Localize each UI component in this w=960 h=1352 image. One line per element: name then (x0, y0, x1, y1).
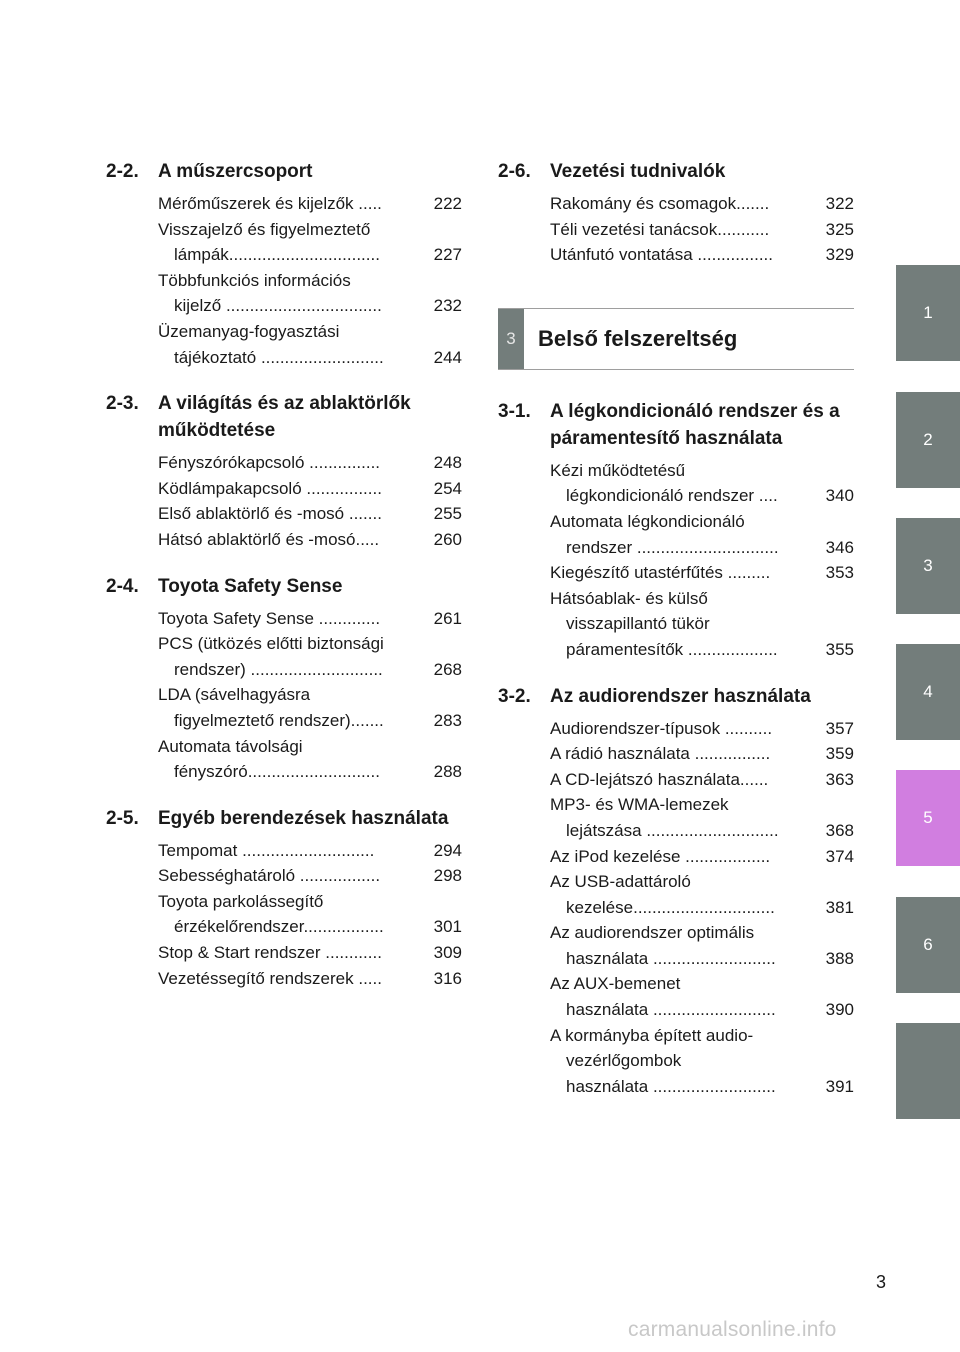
entry-label: Ködlámpakapcsoló ................ (158, 478, 382, 498)
toc-entry[interactable] (550, 767, 854, 793)
section-entries (550, 458, 854, 663)
entry-page-number: 363 (825, 769, 854, 789)
toc-entry[interactable] (158, 914, 462, 940)
section-number: 2-4. (106, 575, 139, 597)
section-entries (550, 191, 854, 268)
entry-page-number: 355 (825, 639, 854, 659)
entry-page-number: 381 (825, 897, 854, 917)
entry-label: Az audiorendszer optimális (550, 923, 755, 943)
section-spacer (498, 663, 854, 683)
toc-entry[interactable] (158, 682, 462, 708)
entry-label: páramentesítők ................... (566, 639, 778, 659)
section-title: Toyota Safety Sense (158, 575, 343, 597)
entry-page-number: 254 (433, 478, 462, 498)
section-heading (106, 805, 462, 832)
section-heading (498, 158, 854, 185)
entry-label: Audiorendszer-típusok .......... (550, 718, 773, 738)
entry-label: Az USB-adattároló (550, 872, 691, 892)
toc-entry[interactable] (550, 242, 854, 268)
toc-entry[interactable] (158, 606, 462, 632)
toc-entry[interactable] (550, 741, 854, 767)
section-heading (106, 573, 462, 600)
entry-label: A kormányba épített audio- (550, 1025, 754, 1045)
toc-entry[interactable] (158, 708, 462, 734)
entry-page-number: 301 (433, 917, 462, 937)
section-number: 2-3. (106, 393, 139, 415)
section-heading (106, 390, 462, 444)
entry-label: Rakomány és csomagok....... (550, 194, 770, 213)
entry-page-number: 227 (433, 245, 462, 265)
toc-entry[interactable] (550, 869, 854, 895)
toc-entry[interactable] (158, 527, 462, 553)
entry-page-number: 248 (433, 453, 462, 473)
entry-label: Kiegészítő utastérfűtés ......... (550, 563, 771, 583)
page-number: 3 (875, 1272, 886, 1292)
section-title: A műszercsoport (158, 161, 313, 182)
entry-label: Mérőműszerek és kijelzők ..... (158, 194, 382, 213)
entry-page-number: 260 (433, 529, 462, 549)
section-title: Egyéb berendezések használata (158, 807, 449, 829)
entry-label: Hátsó ablaktörlő és -mosó..... (158, 529, 380, 549)
toc-entry[interactable] (158, 345, 462, 371)
entry-label: A rádió használata ................ (550, 744, 771, 764)
entry-page-number: 268 (433, 659, 462, 679)
watermark: carmanualsonline.info (628, 1318, 837, 1341)
entry-page-number: 388 (825, 948, 854, 968)
entry-label: kezelése.............................. (566, 897, 775, 917)
entry-page-number: 244 (433, 347, 462, 367)
entry-label: Vezetéssegítő rendszerek ..... (158, 968, 382, 988)
toc-entry[interactable] (550, 509, 854, 535)
toc-entry[interactable] (550, 611, 854, 637)
entry-label: Toyota parkolássegítő (158, 891, 324, 911)
entry-page-number: 309 (433, 943, 462, 963)
toc-entry[interactable] (550, 191, 854, 217)
section-spacer (106, 370, 462, 390)
entry-page-number: 255 (433, 504, 462, 524)
toc-entry[interactable] (550, 483, 854, 509)
entry-label: LDA (sávelhagyásra (158, 685, 311, 705)
toc-entry[interactable] (158, 319, 462, 345)
section-number: 3-2. (498, 685, 531, 707)
toc-entry[interactable] (158, 940, 462, 966)
section-entries (158, 450, 462, 552)
entry-page-number: 357 (825, 718, 854, 738)
entry-page-number: 391 (825, 1076, 854, 1096)
toc-entry[interactable] (550, 716, 854, 742)
toc-entry[interactable] (550, 458, 854, 484)
entry-label: Többfunkciós információs (158, 270, 351, 290)
toc-entry[interactable] (550, 535, 854, 561)
entry-label: légkondicionáló rendszer .... (566, 486, 778, 506)
chapter-tab-4[interactable]: 4 (896, 644, 960, 740)
entry-label: Az AUX-bemenet (550, 974, 681, 994)
entry-label: Automata légkondicionáló (550, 511, 745, 531)
entry-label: rendszer) ............................ (174, 659, 383, 679)
section-entries (550, 716, 854, 1100)
entry-label: használata .......................... (566, 948, 776, 968)
entry-label: A CD-lejátszó használata...... (550, 769, 769, 789)
section-entries (158, 606, 462, 785)
toc-entry[interactable] (550, 895, 854, 921)
entry-label: vezérlőgombok (566, 1051, 682, 1071)
section-heading (498, 683, 854, 710)
section-spacer (106, 785, 462, 805)
chapter-tab-2[interactable]: 2 (896, 392, 960, 488)
entry-label: Üzemanyag-fogyasztási (158, 321, 340, 341)
toc-entry[interactable] (158, 838, 462, 864)
toc-entry[interactable] (550, 997, 854, 1023)
entry-page-number: 222 (433, 194, 462, 213)
toc-entry[interactable] (158, 966, 462, 992)
entry-page-number: 261 (433, 608, 462, 628)
entry-label: visszapillantó tükör (566, 614, 710, 634)
section-title: Az audiorendszer használata (550, 685, 811, 707)
chapter-number: 3 (498, 309, 524, 369)
entry-label: lámpák................................ (174, 245, 380, 265)
entry-page-number: 368 (825, 820, 854, 840)
toc-right-column (498, 158, 854, 1099)
entry-page-number: 353 (825, 563, 854, 583)
entry-label: kijelző ................................. (174, 296, 382, 316)
toc-entry[interactable] (550, 637, 854, 663)
section-entries (158, 191, 462, 370)
entry-label: Utánfutó vontatása ................ (550, 245, 774, 265)
entry-page-number: 359 (825, 744, 854, 764)
toc-entry[interactable] (550, 971, 854, 997)
entry-label: PCS (ütközés előtti biztonsági (158, 634, 384, 654)
entry-page-number: 374 (825, 846, 854, 866)
chapter-tab-5[interactable]: 5 (896, 770, 960, 866)
entry-label: Az iPod kezelése .................. (550, 846, 771, 866)
toc-entry[interactable] (158, 191, 462, 217)
chapter-tab-blank[interactable] (896, 1023, 960, 1119)
toc-entry[interactable] (550, 920, 854, 946)
chapter-tab-6[interactable]: 6 (896, 897, 960, 993)
toc-entry[interactable] (158, 759, 462, 785)
entry-label: használata .......................... (566, 1000, 776, 1020)
section-number: 2-6. (498, 161, 531, 182)
toc-entry[interactable] (158, 293, 462, 319)
section-title: A légkondicionáló rendszer és a páramentesítő használata (550, 400, 840, 449)
entry-page-number: 322 (825, 194, 854, 213)
entry-label: MP3- és WMA-lemezek (550, 795, 729, 815)
entry-page-number: 316 (433, 968, 462, 988)
entry-label: fényszóró............................ (174, 762, 380, 782)
section-number: 3-1. (498, 400, 531, 422)
entry-page-number: 283 (433, 710, 462, 730)
toc-entry[interactable] (158, 863, 462, 889)
toc-entry[interactable] (550, 946, 854, 972)
entry-label: lejátszása ............................ (566, 820, 779, 840)
entry-label: Kézi működtetésű (550, 460, 686, 480)
entry-page-number: 325 (825, 219, 854, 239)
entry-page-number: 390 (825, 1000, 854, 1020)
toc-entry[interactable] (158, 657, 462, 683)
toc-entry[interactable] (158, 631, 462, 657)
entry-label: Automata távolsági (158, 736, 303, 756)
entry-page-number: 346 (825, 537, 854, 557)
entry-label: Tempomat ............................ (158, 840, 375, 860)
toc-entry[interactable] (550, 217, 854, 243)
section-spacer (106, 553, 462, 573)
toc-entry[interactable] (158, 889, 462, 915)
section-entries (158, 838, 462, 992)
entry-label: Stop & Start rendszer ............ (158, 943, 382, 963)
section-number: 2-2. (106, 161, 139, 182)
entry-page-number: 288 (433, 762, 462, 782)
section-heading (498, 398, 854, 452)
toc-entry[interactable] (550, 1048, 854, 1074)
entry-page-number: 340 (825, 486, 854, 506)
entry-label: Első ablaktörlő és -mosó ....... (158, 504, 382, 524)
chapter-tabs (896, 0, 960, 1352)
entry-label: Hátsóablak- és külső (550, 588, 708, 608)
entry-page-number: 294 (433, 840, 462, 860)
entry-label: rendszer .............................. (566, 537, 779, 557)
toc-entry[interactable] (550, 560, 854, 586)
toc-entry[interactable] (158, 268, 462, 294)
toc-entry[interactable] (550, 818, 854, 844)
toc-entry[interactable] (550, 792, 854, 818)
entry-page-number: 298 (433, 866, 462, 886)
toc-entry[interactable] (158, 450, 462, 476)
entry-label: tájékoztató .......................... (174, 347, 384, 367)
toc-entry[interactable] (550, 586, 854, 612)
entry-label: Toyota Safety Sense ............. (158, 608, 381, 628)
entry-label: figyelmeztető rendszer)....... (174, 710, 384, 730)
chapter-tab-3[interactable]: 3 (896, 518, 960, 614)
entry-label: használata .......................... (566, 1076, 776, 1096)
section-title: A világítás és az ablaktörlők működtetése (158, 393, 411, 442)
chapter-title: Belső felszereltség (538, 325, 738, 351)
chapter-header (498, 308, 854, 370)
entry-label: érzékelőrendszer................. (174, 917, 384, 937)
entry-page-number: 232 (433, 296, 462, 316)
entry-label: Téli vezetési tanácsok........... (550, 219, 770, 239)
section-number: 2-5. (106, 807, 139, 829)
entry-label: Sebességhatároló ................. (158, 866, 381, 886)
toc-entry[interactable] (158, 501, 462, 527)
toc-entry[interactable] (550, 1023, 854, 1049)
entry-page-number: 329 (825, 245, 854, 265)
toc-entry[interactable] (158, 734, 462, 760)
toc-entry[interactable] (550, 844, 854, 870)
toc-entry[interactable] (158, 217, 462, 243)
toc-entry[interactable] (158, 476, 462, 502)
toc-entry[interactable] (550, 1074, 854, 1100)
toc-left-column (106, 158, 462, 991)
entry-label: Visszajelző és figyelmeztető (158, 219, 371, 239)
chapter-tab-1[interactable]: 1 (896, 265, 960, 361)
section-heading (106, 158, 462, 185)
entry-label: Fényszórókapcsoló ............... (158, 453, 381, 473)
section-title: Vezetési tudnivalók (550, 161, 726, 182)
toc-entry[interactable] (158, 242, 462, 268)
